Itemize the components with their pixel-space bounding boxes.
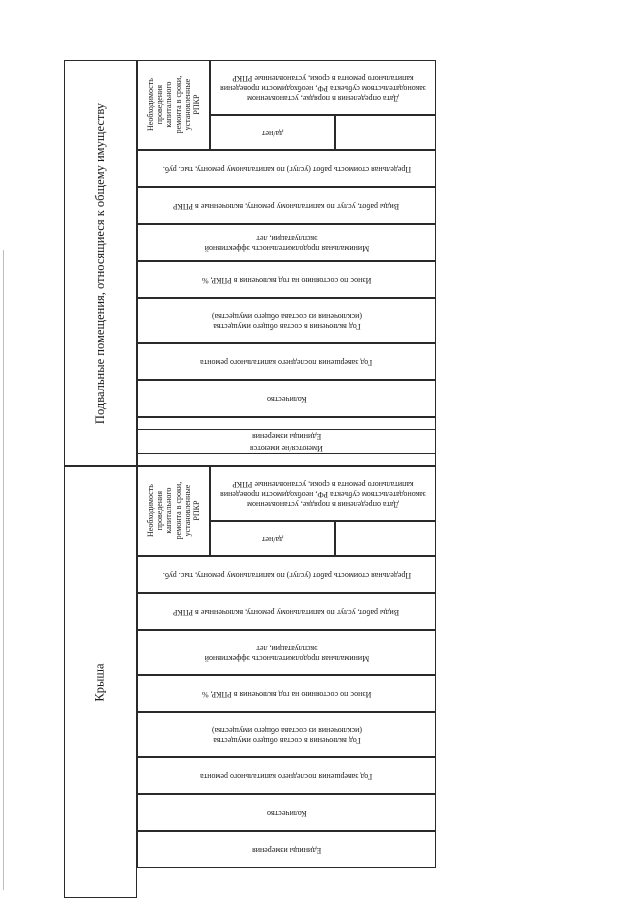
scan-edge-line — [3, 250, 4, 890]
roof-row-2: Год завершения последнего капитального ремонта — [137, 757, 436, 794]
basement-row-6: Минимальная продолжительность эффективной эксплуатации, лет — [137, 224, 436, 261]
basement-row-1: Единицы измерения — [137, 417, 436, 454]
basement-necessity-label: Необходимость проведения капитального ремонта в сроки, установленные РПКР — [137, 60, 210, 150]
roof-blank-1 — [335, 521, 436, 556]
roof-row-5: Минимальная продолжительность эффективной эксплуатации, лет — [137, 630, 436, 675]
roof-necessity-label: Необходимость проведения капитального ремонта в сроки, установленные РПКР — [137, 466, 210, 556]
roof-yes-no: да/нет — [210, 521, 335, 556]
basement-row-4: Год включения в состав общего имущества (исключения из состава общего имущества) — [137, 298, 436, 343]
basement-blank-1 — [335, 115, 436, 150]
basement-date-label: Дата определения в порядке, установленном законодательством субъекта РФ, необходимости проведения капитального ремонта в сроки, установленные РПКР — [210, 60, 436, 115]
basement-section-title: Подвальные помещения, относящиеся к общему имуществу — [64, 60, 137, 466]
roof-date-label: Дата определения в порядке, установленном законодательством субъекта РФ, необходимости проведения капитального ремонта в сроки, установленные РПКР — [210, 466, 436, 521]
basement-row-3: Год завершения последнего капитального ремонта — [137, 343, 436, 380]
rotated-table — [64, 60, 436, 855]
basement-row-7: Виды работ, услуг по капитальному ремонту, включенные в РПКР — [137, 187, 436, 224]
roof-row-4: Износ по состоянию на год включения в РПКР, % — [137, 675, 436, 712]
roof-row-0: Единицы измерения — [137, 831, 436, 868]
roof-row-1: Количество — [137, 794, 436, 831]
basement-yes-no: да/нет — [210, 115, 335, 150]
roof-row-6: Виды работ, услуг по капитальному ремонту, включенные в РПКР — [137, 593, 436, 630]
basement-row-0-visible: Имеются/не имеются — [137, 429, 436, 466]
roof-section-title: Крыша — [64, 466, 137, 898]
roof-row-3: Год включения в состав общего имущества (исключения из состава общего имущества) — [137, 712, 436, 757]
basement-row-8: Предельная стоимость работ (услуг) по капитальному ремонту, тыс. руб. — [137, 150, 436, 187]
basement-row-5: Износ по состоянию на год включения в РПКР, % — [137, 261, 436, 298]
roof-row-7: Предельная стоимость работ (услуг) по капитальному ремонту, тыс. руб. — [137, 556, 436, 593]
basement-row-2: Количество — [137, 380, 436, 417]
